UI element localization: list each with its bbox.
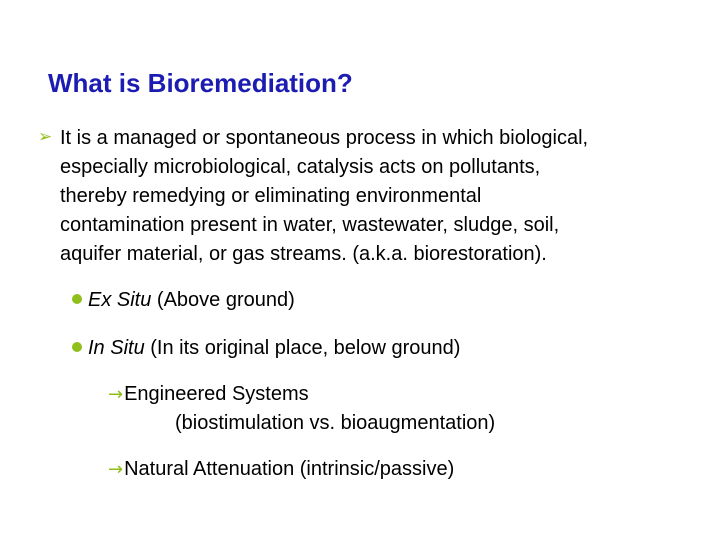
sub-item-term: In Situ — [88, 337, 145, 359]
main-bullet-text — [60, 124, 708, 269]
sub-item-in-situ — [72, 336, 460, 360]
sub-sub-item-line: (biostimulation vs. bioaugmentation) — [175, 412, 496, 434]
sub-item-text: (Above ground) — [151, 289, 295, 311]
dot-bullet-icon — [72, 342, 82, 352]
main-bullet-line: aquifer material, or gas streams. (a.k.a. biorestoration). — [60, 243, 547, 265]
main-bullet-line: thereby remedying or eliminating environmental — [60, 185, 482, 207]
arrow-bullet-icon: ➢ — [38, 127, 53, 147]
dot-bullet-icon — [72, 294, 82, 304]
right-arrow-icon: → — [108, 384, 124, 405]
right-arrow-icon: → — [108, 459, 124, 480]
sub-sub-item-line: Natural Attenuation (intrinsic/passive) — [124, 458, 455, 480]
sub-item-ex-situ — [72, 288, 295, 312]
main-bullet-line: It is a managed or spontaneous process in which biological, — [60, 127, 589, 149]
main-bullet-line: especially microbiological, catalysis acts on pollutants, — [60, 156, 541, 178]
sub-sub-item-natural — [108, 455, 454, 484]
main-bullet — [38, 124, 708, 269]
sub-item-text: (In its original place, below ground) — [144, 337, 461, 359]
sub-item-term: Ex Situ — [88, 289, 152, 311]
main-bullet-line: contamination present in water, wastewater, sludge, soil, — [60, 214, 560, 236]
slide-title: What is Bioremediation? — [48, 68, 353, 98]
sub-sub-item-line: Engineered Systems — [124, 383, 309, 405]
sub-sub-item-engineered — [108, 380, 495, 437]
